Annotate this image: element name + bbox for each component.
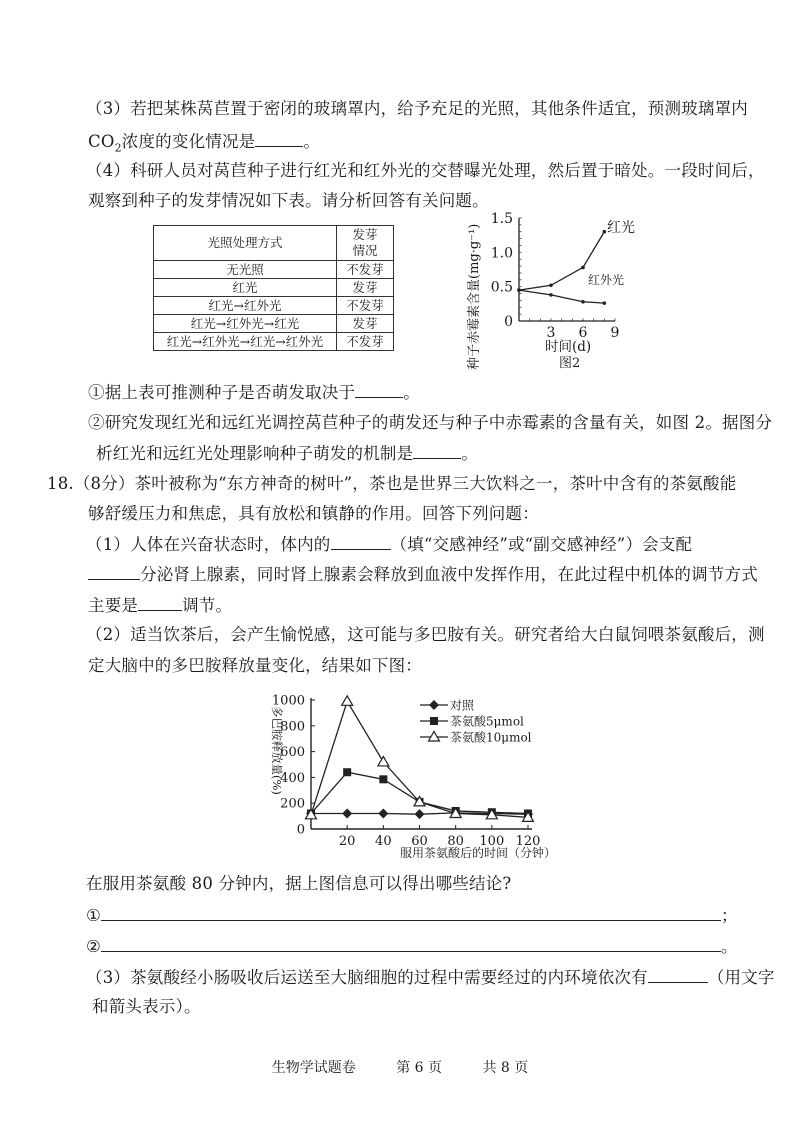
- chart2-x-tick-label: 100: [479, 834, 505, 849]
- chart2-legend-diamond-icon: [429, 700, 439, 710]
- table-row: [154, 261, 394, 279]
- result-cell: 不发芽: [337, 297, 394, 315]
- q18-answer1: [86, 904, 738, 927]
- chart2-series-line-1: [311, 772, 528, 813]
- q17-part4-line1: （4）科研人员对莴苣种子进行红光和红外光的交替曝光处理，然后置于暗处。一段时间后，: [86, 161, 765, 180]
- q18-intro-line1: 18.（8分）茶叶被称为“东方神奇的树叶”，茶也是世界三大饮料之一，茶叶中含有的茶氨酸能: [47, 474, 737, 493]
- q17-sub1-text: ①据上表可推测种子是否萌发取决于: [88, 383, 356, 402]
- chart1-data-point: [581, 266, 585, 270]
- q18-part1-line3: [88, 594, 232, 617]
- chart1-y-axis-label: 种子赤霉素含量(mg·g⁻¹): [467, 223, 482, 370]
- q18-part1-text: （1）人体在兴奋状态时，体内的: [86, 535, 331, 554]
- chart2-y-axis-label: 多巴胺释放量(%): [270, 706, 284, 795]
- chart1-legend-infrared: 红外光: [588, 273, 625, 287]
- q18-part1-text-cont: （填“交感神经”或“副交感神经”）会支配: [390, 535, 693, 554]
- chart2-data-point-diamond: [378, 809, 388, 819]
- chart2-x-tick-label: 120: [515, 834, 541, 849]
- table-row: [154, 315, 394, 333]
- chart1-y-tick-label: 0.5: [490, 279, 513, 296]
- header-line1: 发芽: [352, 227, 378, 242]
- chart2-x-tick-label: 20: [338, 834, 356, 849]
- chart2-data-point-diamond: [342, 809, 352, 819]
- answer-blank[interactable]: [648, 966, 708, 983]
- chart2-legend-label: 茶氨酸10μmol: [450, 730, 532, 745]
- header-line2: 情况: [352, 243, 378, 258]
- answer1-blank[interactable]: [101, 904, 721, 921]
- semicolon: ；: [721, 906, 738, 925]
- page-footer: [0, 1057, 800, 1077]
- chart1-x-tick-label: 3: [546, 325, 556, 341]
- result-cell: 不发芽: [337, 333, 394, 351]
- chart2-y-tick-label: 0: [296, 822, 305, 838]
- answer2-marker: ②: [86, 937, 101, 956]
- light-treatment-table: [153, 225, 394, 351]
- q17-part3-line1: （3）若把某株莴苣置于密闭的玻璃罩内，给予充足的光照，其他条件适宜，预测玻璃罩内: [86, 99, 748, 118]
- table-row: [154, 279, 394, 297]
- chart2-x-axis-label: 服用茶氨酸后的时间（分钟）: [400, 846, 557, 860]
- q17-part3-line2: [88, 130, 320, 159]
- q18-part2-line1: （2）适当饮茶后，会产生愉悦感，这可能与多巴胺有关。研究者给大白鼠饲喂茶氨酸后，测: [86, 625, 765, 644]
- treatment-cell: 红光→红外光: [154, 297, 337, 315]
- table-header-treatment: 光照处理方式: [154, 226, 337, 261]
- q18-part3-text-cont: （用文字: [707, 968, 775, 987]
- chart2-data-point-square: [343, 768, 351, 776]
- chart2-x-tick-label: 60: [411, 834, 428, 849]
- q18-answer2: [86, 935, 738, 958]
- table-row: [154, 297, 394, 315]
- table-header-germination: [337, 226, 394, 261]
- chart1-data-point: [549, 293, 553, 297]
- chart2-y-tick-label: 800: [280, 719, 305, 735]
- chart1-data-point: [581, 300, 585, 304]
- result-cell: 发芽: [337, 279, 394, 297]
- treatment-cell: 无光照: [154, 261, 337, 279]
- answer-blank[interactable]: [413, 442, 461, 459]
- chart2-legend-label: 茶氨酸5μmol: [450, 714, 524, 729]
- chart2-data-point-triangle: [342, 696, 353, 706]
- chart2-y-tick-label: 200: [280, 796, 305, 812]
- chart2-y-tick-label: 1000: [271, 693, 305, 709]
- q18-part1-line2-text: 分泌肾上腺素，同时肾上腺素会释放到血液中发挥作用，在此过程中机体的调节方式: [140, 565, 758, 584]
- q18-part3-line2: 和箭头表示）。: [92, 997, 201, 1016]
- period: 。: [403, 383, 420, 402]
- footer-subject: 生物学试题卷: [271, 1060, 356, 1076]
- period: 。: [303, 132, 321, 151]
- chart1-marks: [517, 230, 606, 305]
- q18-part1-line2: [88, 563, 758, 586]
- chart1-x-axis-label: 时间(d): [545, 339, 592, 355]
- treatment-cell: 红光: [154, 279, 337, 297]
- chart1-y-tick-label: 1.5: [490, 211, 513, 227]
- chart1-data-point: [603, 301, 607, 305]
- q18-question: 在服用茶氨酸 80 分钟内，据上图信息可以得出哪些结论?: [86, 874, 512, 893]
- answer2-blank[interactable]: [101, 935, 721, 952]
- answer-blank[interactable]: [138, 594, 182, 611]
- chart1-data-point: [549, 283, 553, 287]
- chart1-data-point: [517, 288, 521, 292]
- q18-part3-line1: [86, 966, 775, 989]
- q18-part1-line3-end: 调节。: [182, 596, 233, 615]
- chart1-series-line-1: [519, 290, 604, 303]
- q18-part1-line1: [86, 533, 692, 556]
- chart2-y-tick-label: 600: [280, 745, 305, 761]
- footer-page-number: 第 6 页: [396, 1060, 442, 1076]
- q17-part4-line2: 观察到种子的发芽情况如下表。请分析回答有关问题。: [88, 191, 489, 210]
- chart2-legend-square-icon: [430, 717, 438, 725]
- answer-blank[interactable]: [331, 533, 391, 550]
- q17-sub2-line1: ②研究发现红光和远红光调控莴苣种子的萌发还与种子中赤霉素的含量有关，如图 2。据图分: [88, 413, 773, 432]
- result-cell: 不发芽: [337, 261, 394, 279]
- chart1-x-tick-label: 6: [578, 325, 588, 341]
- co2-subscript: 2: [114, 141, 122, 155]
- answer-blank[interactable]: [88, 563, 140, 580]
- chart2-data-point-diamond: [415, 809, 425, 819]
- result-cell: 发芽: [337, 315, 394, 333]
- q17-sub2-text: 析红光和远红光处理影响种子萌发的机制是: [96, 444, 414, 463]
- q17-sub1: [88, 381, 420, 404]
- gibberellin-chart: [460, 200, 690, 380]
- co2-text: CO: [88, 132, 115, 151]
- chart2-x-tick-label: 80: [447, 834, 464, 849]
- chart1-y-tick-label: 0: [504, 314, 513, 330]
- chart2-legend: [420, 698, 532, 745]
- q18-part3-text: （3）茶氨酸经小肠吸收后运送至大脑细胞的过程中需要经过的内环境依次有: [86, 968, 648, 987]
- q18-part1-line3-text: 主要是: [88, 596, 139, 615]
- chart1-legend-red: 红光: [607, 220, 635, 236]
- answer-blank[interactable]: [355, 381, 403, 398]
- answer1-marker: ①: [86, 906, 101, 925]
- period: 。: [461, 444, 479, 463]
- q17-part3-text: 浓度的变化情况是: [121, 132, 256, 151]
- period: 。: [721, 937, 738, 956]
- footer-total-pages: 共 8 页: [482, 1060, 529, 1076]
- treatment-cell: 红光→红外光→红光→红外光: [154, 333, 337, 351]
- chart1-data-point: [603, 230, 607, 234]
- treatment-cell: 红光→红外光→红光: [154, 315, 337, 333]
- q18-part2-line2: 定大脑中的多巴胺释放量变化，结果如下图：: [88, 656, 422, 675]
- chart2-data-point-triangle: [378, 756, 389, 766]
- chart2-y-tick-label: 400: [280, 770, 305, 786]
- answer-blank[interactable]: [255, 130, 303, 147]
- chart2-legend-label: 对照: [450, 698, 475, 713]
- chart2-legend-triangle-icon: [429, 732, 440, 742]
- q17-sub2-line2: [96, 442, 478, 465]
- chart1-title: 图2: [559, 356, 581, 371]
- table-row: [154, 333, 394, 351]
- table-header-row: [154, 226, 394, 261]
- q18-intro-line2: 够舒缓压力和焦虑，具有放松和镇静的作用。回答下列问题：: [88, 504, 539, 523]
- chart2-x-tick-label: 40: [375, 834, 392, 849]
- dopamine-chart: [258, 688, 558, 868]
- chart1-y-tick-label: 1.0: [490, 245, 513, 262]
- chart2-data-point-square: [379, 775, 387, 783]
- chart1-x-tick-label: 9: [610, 325, 620, 341]
